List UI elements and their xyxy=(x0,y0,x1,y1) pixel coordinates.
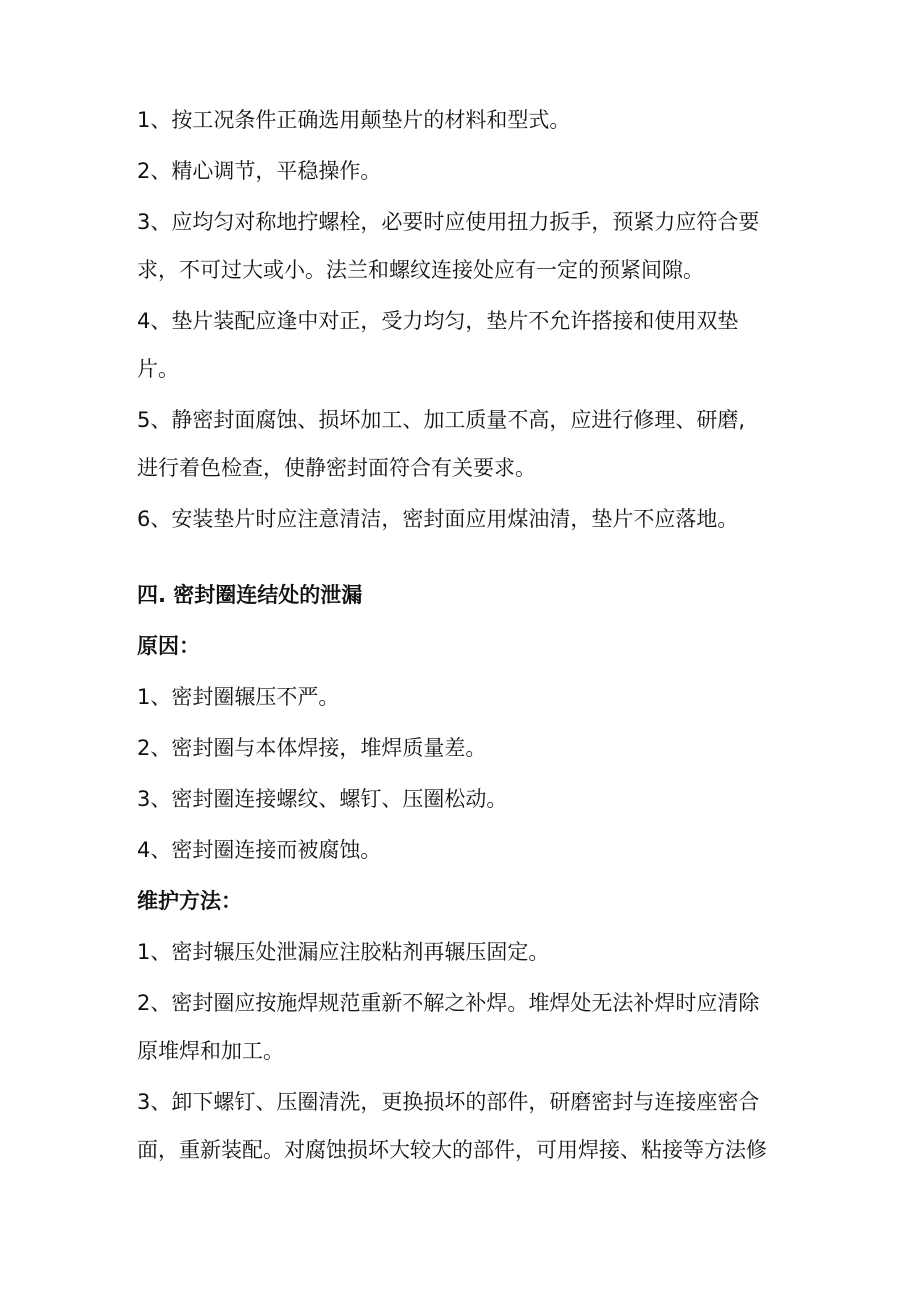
paragraph-4 xyxy=(137,309,797,381)
text-line: 1、密封辗压处泄漏应注胶粘剂再辗压固定。 xyxy=(137,940,550,964)
text-line: 2、密封圈与本体焊接，堆焊质量差。 xyxy=(137,736,487,760)
text-line: 6、安装垫片时应注意清洁，密封面应用煤油清，垫片不应落地。 xyxy=(137,507,739,531)
paragraph-2 xyxy=(137,159,797,183)
text-line: 原堆焊和加工。 xyxy=(137,1039,284,1063)
cause-item-3 xyxy=(137,787,797,811)
method-item-3 xyxy=(137,1090,797,1162)
text-line: 5、静密封面腐蚀、损坏加工、加工质量不高，应进行修理、研磨, xyxy=(137,408,746,432)
text-line: 3、卸下螺钉、压圈清洗，更换损坏的部件，研磨密封与连接座密合 xyxy=(137,1090,760,1114)
cause-item-4 xyxy=(137,838,797,862)
text-line: 2、密封圈应按施焊规范重新不解之补焊。堆焊处无法补焊时应清除 xyxy=(137,991,760,1015)
text-line: 4、垫片装配应逢中对正，受力均匀，垫片不允许搭接和使用双垫 xyxy=(137,309,739,333)
text-line: 3、应均匀对称地拧螺栓，必要时应使用扭力扳手，预紧力应符合要 xyxy=(137,210,760,234)
text-line: 求，不可过大或小。法兰和螺纹连接处应有一定的预紧间隙。 xyxy=(137,258,704,282)
text-line: 1、按工况条件正确选用颠垫片的材料和型式。 xyxy=(137,108,571,132)
cause-item-1 xyxy=(137,685,797,709)
cause-item-2 xyxy=(137,736,797,760)
method-item-2 xyxy=(137,991,797,1063)
text-line: 3、密封圈连接螺纹、螺钉、压圈松动。 xyxy=(137,787,508,811)
method-label xyxy=(137,889,797,913)
section-title xyxy=(137,583,797,607)
text-line: 4、密封圈连接而被腐蚀。 xyxy=(137,838,382,862)
paragraph-1 xyxy=(137,108,797,132)
paragraph-3 xyxy=(137,210,797,282)
text-line: 进行着色检查，使静密封面符合有关要求。 xyxy=(137,456,536,480)
paragraph-5 xyxy=(137,408,797,480)
method-label-text: 维护方法： xyxy=(137,889,242,913)
cause-label-text: 原因： xyxy=(137,634,200,658)
text-line: 2、精心调节，平稳操作。 xyxy=(137,159,382,183)
cause-label xyxy=(137,634,797,658)
text-line: 1、密封圈辗压不严。 xyxy=(137,685,340,709)
section-title-text: 四. 密封圈连结处的泄漏 xyxy=(137,583,363,607)
document-body xyxy=(137,108,797,1162)
method-item-1 xyxy=(137,940,797,964)
text-line: 面，重新装配。对腐蚀损坏大较大的部件，可用焊接、粘接等方法修 xyxy=(137,1138,767,1162)
paragraph-6 xyxy=(137,507,797,531)
text-line: 片。 xyxy=(137,357,179,381)
